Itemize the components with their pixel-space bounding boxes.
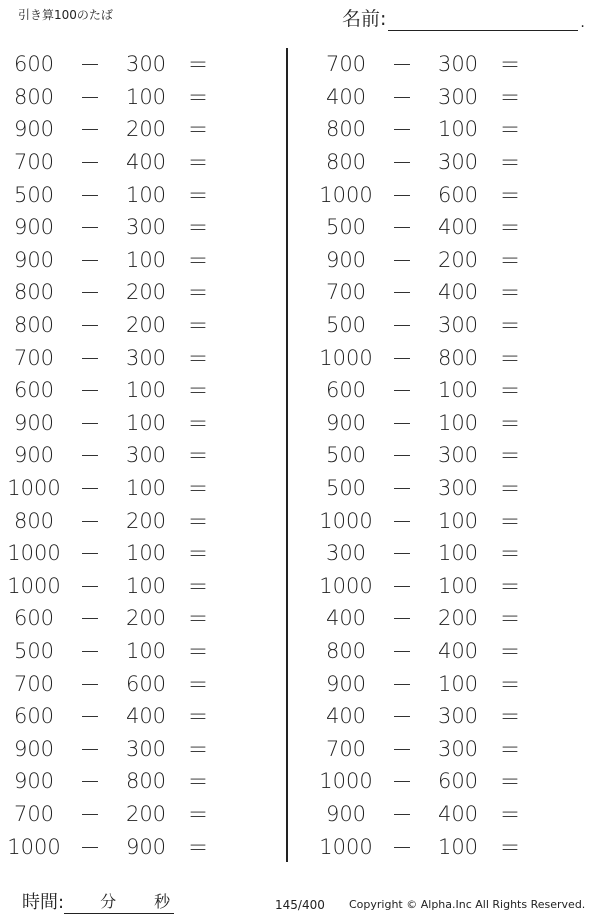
minus-sign: － bbox=[79, 183, 101, 208]
minuend: 400 bbox=[325, 704, 367, 729]
minuend: 900 bbox=[325, 247, 367, 272]
subtrahend: 300 bbox=[437, 443, 479, 468]
subtrahend: 800 bbox=[125, 769, 167, 794]
page-number: 145/400 bbox=[275, 898, 325, 912]
column-divider bbox=[286, 48, 288, 862]
minus-sign: － bbox=[79, 411, 101, 436]
problem-row bbox=[0, 765, 280, 798]
subtrahend: 300 bbox=[125, 345, 167, 370]
minus-sign: － bbox=[79, 248, 101, 273]
time-label: 時間: bbox=[22, 892, 65, 913]
minuend: 900 bbox=[325, 801, 367, 826]
minuend: 400 bbox=[325, 606, 367, 631]
subtrahend: 100 bbox=[437, 573, 479, 598]
left-problem-column bbox=[0, 48, 280, 863]
problem-row bbox=[312, 276, 592, 309]
seconds-unit: 秒 bbox=[154, 892, 171, 911]
minuend: 900 bbox=[13, 410, 55, 435]
name-blank bbox=[388, 10, 578, 31]
subtrahend: 200 bbox=[125, 280, 167, 305]
equals-sign: ＝ bbox=[499, 672, 521, 697]
equals-sign: ＝ bbox=[499, 411, 521, 436]
subtrahend: 300 bbox=[125, 736, 167, 761]
minus-sign: － bbox=[79, 281, 101, 306]
problem-row bbox=[312, 146, 592, 179]
minuend: 800 bbox=[13, 313, 55, 338]
subtrahend: 200 bbox=[125, 117, 167, 142]
minus-sign: － bbox=[79, 346, 101, 371]
subtrahend: 300 bbox=[125, 215, 167, 240]
minus-sign: － bbox=[391, 737, 413, 762]
equals-sign: ＝ bbox=[499, 639, 521, 664]
minus-sign: － bbox=[391, 151, 413, 176]
subtrahend: 600 bbox=[125, 671, 167, 696]
minus-sign: － bbox=[79, 216, 101, 241]
problem-row bbox=[0, 48, 280, 81]
minus-sign: － bbox=[79, 151, 101, 176]
subtrahend: 400 bbox=[125, 704, 167, 729]
equals-sign: ＝ bbox=[187, 216, 209, 241]
equals-sign: ＝ bbox=[187, 444, 209, 469]
time-blank bbox=[64, 891, 174, 914]
minuend: 900 bbox=[13, 117, 55, 142]
subtrahend: 400 bbox=[437, 215, 479, 240]
minus-sign: － bbox=[391, 183, 413, 208]
minus-sign: － bbox=[79, 85, 101, 110]
minuend: 500 bbox=[325, 313, 367, 338]
minuend: 1000 bbox=[319, 834, 373, 859]
subtrahend: 200 bbox=[125, 801, 167, 826]
minuend: 1000 bbox=[319, 573, 373, 598]
equals-sign: ＝ bbox=[187, 379, 209, 404]
right-problem-column bbox=[312, 48, 592, 863]
minus-sign: － bbox=[391, 509, 413, 534]
problem-row bbox=[312, 472, 592, 505]
problem-row bbox=[312, 48, 592, 81]
equals-sign: ＝ bbox=[187, 281, 209, 306]
minus-sign: － bbox=[79, 509, 101, 534]
minuend: 800 bbox=[13, 508, 55, 533]
minus-sign: － bbox=[79, 118, 101, 143]
equals-sign: ＝ bbox=[187, 770, 209, 795]
problem-row bbox=[0, 700, 280, 733]
minus-sign: － bbox=[391, 574, 413, 599]
problem-row bbox=[312, 798, 592, 831]
minus-sign: － bbox=[391, 672, 413, 697]
equals-sign: ＝ bbox=[499, 444, 521, 469]
minuend: 500 bbox=[325, 443, 367, 468]
equals-sign: ＝ bbox=[499, 737, 521, 762]
equals-sign: ＝ bbox=[187, 542, 209, 567]
subtrahend: 900 bbox=[125, 834, 167, 859]
equals-sign: ＝ bbox=[187, 672, 209, 697]
problem-row bbox=[312, 602, 592, 635]
equals-sign: ＝ bbox=[499, 542, 521, 567]
problem-row bbox=[0, 830, 280, 863]
minuend: 900 bbox=[13, 443, 55, 468]
subtrahend: 300 bbox=[437, 52, 479, 77]
copyright: Copyright © Alpha.Inc All Rights Reserved. bbox=[349, 898, 586, 911]
equals-sign: ＝ bbox=[187, 314, 209, 339]
problem-row bbox=[0, 732, 280, 765]
subtrahend: 600 bbox=[437, 769, 479, 794]
minuend: 700 bbox=[325, 280, 367, 305]
minus-sign: － bbox=[391, 411, 413, 436]
minus-sign: － bbox=[79, 53, 101, 78]
problem-row bbox=[0, 244, 280, 277]
minus-sign: － bbox=[391, 477, 413, 502]
subtrahend: 100 bbox=[125, 573, 167, 598]
problem-row bbox=[0, 407, 280, 440]
problem-row bbox=[312, 667, 592, 700]
minuend: 600 bbox=[13, 704, 55, 729]
minus-sign: － bbox=[79, 770, 101, 795]
problem-row bbox=[0, 146, 280, 179]
problem-row bbox=[312, 439, 592, 472]
minus-sign: － bbox=[391, 802, 413, 827]
subtrahend: 100 bbox=[437, 541, 479, 566]
problem-row bbox=[0, 602, 280, 635]
minuend: 1000 bbox=[7, 573, 61, 598]
minuend: 400 bbox=[325, 84, 367, 109]
subtrahend: 100 bbox=[125, 410, 167, 435]
problem-row bbox=[312, 211, 592, 244]
problem-row bbox=[312, 113, 592, 146]
minuend: 900 bbox=[13, 247, 55, 272]
problem-row bbox=[312, 537, 592, 570]
subtrahend: 200 bbox=[437, 247, 479, 272]
minuend: 700 bbox=[325, 736, 367, 761]
problem-row bbox=[312, 244, 592, 277]
equals-sign: ＝ bbox=[187, 509, 209, 534]
problem-row bbox=[312, 830, 592, 863]
problem-row bbox=[312, 504, 592, 537]
minuend: 1000 bbox=[7, 834, 61, 859]
minuend: 800 bbox=[13, 280, 55, 305]
minuend: 600 bbox=[13, 606, 55, 631]
subtrahend: 300 bbox=[437, 150, 479, 175]
minus-sign: － bbox=[391, 53, 413, 78]
equals-sign: ＝ bbox=[499, 477, 521, 502]
minus-sign: － bbox=[79, 542, 101, 567]
subtrahend: 200 bbox=[125, 313, 167, 338]
problem-row bbox=[312, 732, 592, 765]
name-label: 名前: bbox=[342, 8, 387, 30]
equals-sign: ＝ bbox=[187, 248, 209, 273]
worksheet-title: 引き算100のたば bbox=[18, 8, 113, 22]
minus-sign: － bbox=[79, 737, 101, 762]
minuend: 900 bbox=[325, 671, 367, 696]
problem-row bbox=[0, 81, 280, 114]
minus-sign: － bbox=[391, 705, 413, 730]
minus-sign: － bbox=[79, 672, 101, 697]
minus-sign: － bbox=[391, 542, 413, 567]
minuend: 1000 bbox=[319, 182, 373, 207]
equals-sign: ＝ bbox=[499, 118, 521, 143]
minutes-unit: 分 bbox=[100, 892, 117, 911]
equals-sign: ＝ bbox=[187, 118, 209, 143]
minuend: 1000 bbox=[7, 541, 61, 566]
minus-sign: － bbox=[391, 770, 413, 795]
equals-sign: ＝ bbox=[499, 151, 521, 176]
problem-row bbox=[312, 374, 592, 407]
problem-row bbox=[0, 276, 280, 309]
minus-sign: － bbox=[391, 835, 413, 860]
minus-sign: － bbox=[79, 835, 101, 860]
subtrahend: 100 bbox=[437, 410, 479, 435]
subtrahend: 300 bbox=[437, 313, 479, 338]
minus-sign: － bbox=[391, 444, 413, 469]
equals-sign: ＝ bbox=[187, 835, 209, 860]
minuend: 800 bbox=[325, 150, 367, 175]
equals-sign: ＝ bbox=[187, 574, 209, 599]
equals-sign: ＝ bbox=[499, 248, 521, 273]
minus-sign: － bbox=[391, 85, 413, 110]
problem-row bbox=[0, 570, 280, 603]
equals-sign: ＝ bbox=[499, 314, 521, 339]
minuend: 800 bbox=[325, 117, 367, 142]
problem-row bbox=[312, 178, 592, 211]
subtrahend: 300 bbox=[125, 443, 167, 468]
subtrahend: 400 bbox=[437, 638, 479, 663]
subtrahend: 400 bbox=[437, 801, 479, 826]
minus-sign: － bbox=[79, 705, 101, 730]
minuend: 800 bbox=[13, 84, 55, 109]
equals-sign: ＝ bbox=[187, 705, 209, 730]
minuend: 500 bbox=[13, 638, 55, 663]
minus-sign: － bbox=[79, 444, 101, 469]
problem-row bbox=[0, 798, 280, 831]
problem-row bbox=[0, 113, 280, 146]
equals-sign: ＝ bbox=[499, 607, 521, 632]
subtrahend: 100 bbox=[437, 508, 479, 533]
subtrahend: 100 bbox=[437, 117, 479, 142]
problem-row bbox=[0, 374, 280, 407]
equals-sign: ＝ bbox=[187, 85, 209, 110]
minuend: 900 bbox=[13, 736, 55, 761]
minuend: 700 bbox=[325, 52, 367, 77]
minus-sign: － bbox=[391, 639, 413, 664]
minus-sign: － bbox=[79, 477, 101, 502]
minuend: 700 bbox=[13, 671, 55, 696]
minuend: 500 bbox=[13, 182, 55, 207]
minus-sign: － bbox=[391, 248, 413, 273]
equals-sign: ＝ bbox=[187, 53, 209, 78]
equals-sign: ＝ bbox=[187, 639, 209, 664]
equals-sign: ＝ bbox=[499, 346, 521, 371]
minuend: 700 bbox=[13, 801, 55, 826]
equals-sign: ＝ bbox=[187, 151, 209, 176]
equals-sign: ＝ bbox=[187, 346, 209, 371]
minuend: 300 bbox=[325, 541, 367, 566]
minus-sign: － bbox=[391, 216, 413, 241]
subtrahend: 100 bbox=[125, 84, 167, 109]
problem-row bbox=[312, 341, 592, 374]
problem-row bbox=[0, 439, 280, 472]
problem-row bbox=[0, 667, 280, 700]
problem-row bbox=[0, 211, 280, 244]
minus-sign: － bbox=[391, 281, 413, 306]
subtrahend: 100 bbox=[125, 541, 167, 566]
minus-sign: － bbox=[79, 314, 101, 339]
minuend: 1000 bbox=[319, 508, 373, 533]
subtrahend: 300 bbox=[437, 476, 479, 501]
minuend: 700 bbox=[13, 345, 55, 370]
equals-sign: ＝ bbox=[499, 281, 521, 306]
problem-row bbox=[0, 309, 280, 342]
problem-row bbox=[312, 635, 592, 668]
minus-sign: － bbox=[391, 607, 413, 632]
minuend: 500 bbox=[325, 476, 367, 501]
minus-sign: － bbox=[391, 314, 413, 339]
equals-sign: ＝ bbox=[187, 183, 209, 208]
problem-row bbox=[0, 472, 280, 505]
minus-sign: － bbox=[391, 346, 413, 371]
minuend: 1000 bbox=[319, 345, 373, 370]
minuend: 900 bbox=[325, 410, 367, 435]
problem-row bbox=[0, 178, 280, 211]
equals-sign: ＝ bbox=[499, 53, 521, 78]
minuend: 800 bbox=[325, 638, 367, 663]
equals-sign: ＝ bbox=[499, 835, 521, 860]
problem-row bbox=[0, 504, 280, 537]
subtrahend: 800 bbox=[437, 345, 479, 370]
name-field bbox=[342, 4, 585, 31]
equals-sign: ＝ bbox=[187, 802, 209, 827]
minus-sign: － bbox=[79, 379, 101, 404]
problem-row bbox=[312, 81, 592, 114]
equals-sign: ＝ bbox=[499, 509, 521, 534]
equals-sign: ＝ bbox=[499, 705, 521, 730]
equals-sign: ＝ bbox=[499, 216, 521, 241]
equals-sign: ＝ bbox=[187, 607, 209, 632]
subtrahend: 400 bbox=[437, 280, 479, 305]
minus-sign: － bbox=[79, 639, 101, 664]
time-field bbox=[22, 888, 174, 914]
minuend: 1000 bbox=[319, 769, 373, 794]
subtrahend: 200 bbox=[437, 606, 479, 631]
equals-sign: ＝ bbox=[499, 770, 521, 795]
subtrahend: 100 bbox=[437, 671, 479, 696]
subtrahend: 100 bbox=[125, 247, 167, 272]
minus-sign: － bbox=[391, 118, 413, 143]
problem-row bbox=[0, 341, 280, 374]
equals-sign: ＝ bbox=[187, 737, 209, 762]
minuend: 600 bbox=[13, 52, 55, 77]
minuend: 700 bbox=[13, 150, 55, 175]
subtrahend: 100 bbox=[125, 638, 167, 663]
minuend: 600 bbox=[13, 378, 55, 403]
problem-row bbox=[0, 635, 280, 668]
subtrahend: 100 bbox=[125, 182, 167, 207]
equals-sign: ＝ bbox=[187, 411, 209, 436]
minuend: 1000 bbox=[7, 476, 61, 501]
minuend: 900 bbox=[13, 215, 55, 240]
subtrahend: 300 bbox=[437, 84, 479, 109]
minuend: 500 bbox=[325, 215, 367, 240]
equals-sign: ＝ bbox=[499, 85, 521, 110]
subtrahend: 100 bbox=[125, 476, 167, 501]
subtrahend: 600 bbox=[437, 182, 479, 207]
subtrahend: 400 bbox=[125, 150, 167, 175]
name-end-mark: . bbox=[580, 15, 585, 31]
subtrahend: 300 bbox=[437, 704, 479, 729]
minuend: 600 bbox=[325, 378, 367, 403]
problem-row bbox=[312, 570, 592, 603]
equals-sign: ＝ bbox=[499, 183, 521, 208]
subtrahend: 100 bbox=[437, 834, 479, 859]
subtrahend: 300 bbox=[437, 736, 479, 761]
minuend: 900 bbox=[13, 769, 55, 794]
minus-sign: － bbox=[391, 379, 413, 404]
equals-sign: ＝ bbox=[187, 477, 209, 502]
subtrahend: 100 bbox=[125, 378, 167, 403]
subtrahend: 100 bbox=[437, 378, 479, 403]
minus-sign: － bbox=[79, 574, 101, 599]
subtrahend: 300 bbox=[125, 52, 167, 77]
equals-sign: ＝ bbox=[499, 802, 521, 827]
problem-row bbox=[312, 700, 592, 733]
problem-row bbox=[0, 537, 280, 570]
minus-sign: － bbox=[79, 802, 101, 827]
subtrahend: 200 bbox=[125, 508, 167, 533]
problem-row bbox=[312, 309, 592, 342]
equals-sign: ＝ bbox=[499, 379, 521, 404]
equals-sign: ＝ bbox=[499, 574, 521, 599]
problem-row bbox=[312, 407, 592, 440]
subtrahend: 200 bbox=[125, 606, 167, 631]
minus-sign: － bbox=[79, 607, 101, 632]
problem-row bbox=[312, 765, 592, 798]
